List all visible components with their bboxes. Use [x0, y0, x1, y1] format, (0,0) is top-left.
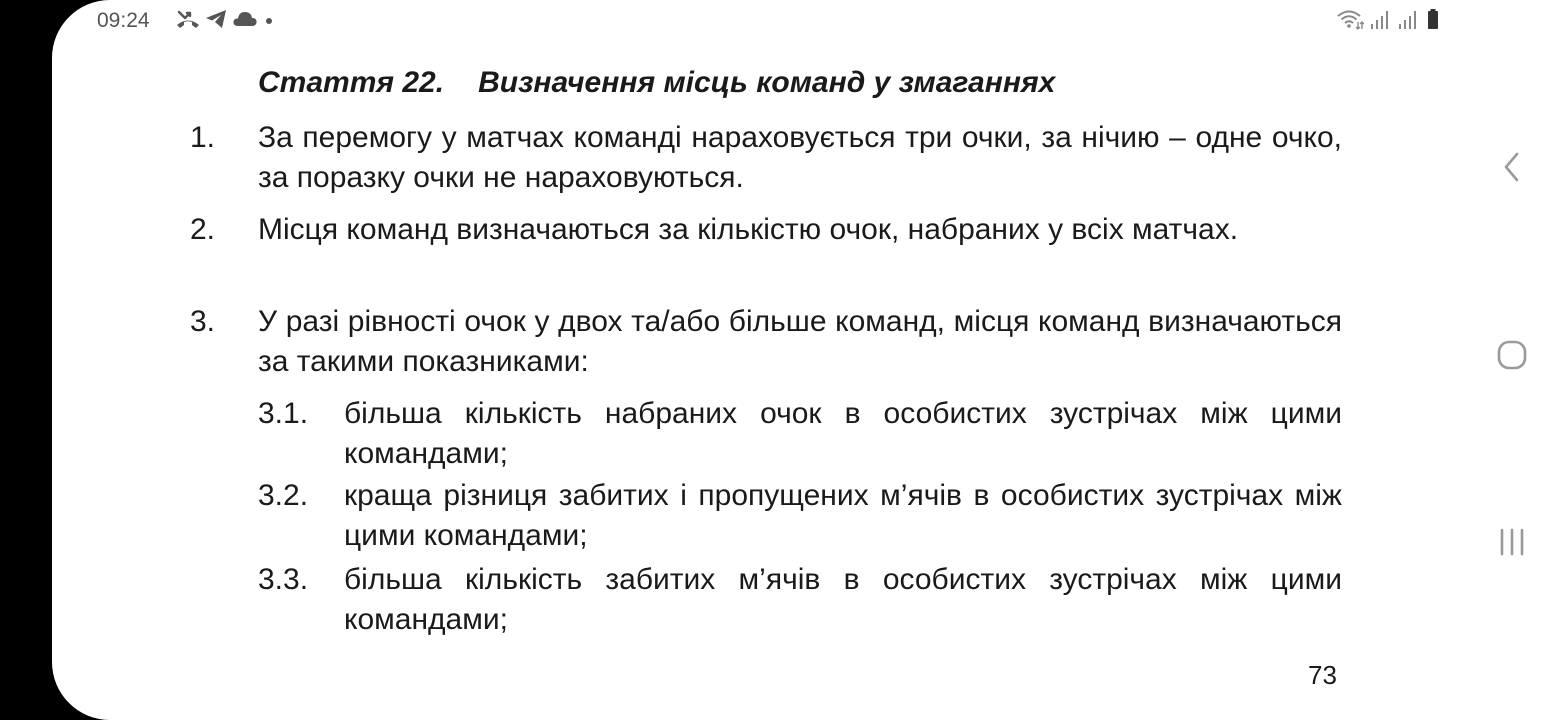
battery-icon — [1426, 8, 1440, 35]
telegram-icon — [204, 8, 228, 35]
list-item-number: 3. — [190, 305, 216, 338]
signal-icon — [1398, 8, 1420, 35]
dot-icon — [262, 8, 276, 35]
recents-button[interactable] — [1482, 514, 1542, 574]
status-time: 09:24 — [97, 9, 150, 32]
article-number: Стаття 22. — [258, 66, 445, 99]
list-item-text: У разі рівності очок у двох та/або більше команд, місця команд визначаються за такими показниками: — [258, 305, 1342, 378]
back-icon — [1502, 151, 1522, 188]
list-item-text: За перемогу у матчах команді нараховується три очки, за нічию – одне очко, за поразку очки не нараховуються. — [258, 121, 1342, 194]
back-button[interactable] — [1482, 139, 1542, 199]
missed-call-icon — [176, 8, 200, 35]
article-heading: Визначення місць команд у змаганнях — [478, 66, 1056, 99]
home-icon — [1496, 339, 1528, 376]
home-button[interactable] — [1482, 327, 1542, 387]
cloud-icon — [232, 8, 258, 35]
sub-list-item-text: більша кількість забитих м’ячів в особистих зустрічах між цими командами; — [344, 563, 1342, 636]
list-item-text: Місця команд визначаються за кількістю очок, набраних у всіх матчах. — [258, 213, 1239, 246]
recents-icon — [1497, 526, 1527, 563]
wifi-icon — [1336, 8, 1364, 35]
signal-icon — [1370, 8, 1392, 35]
sub-list-item-text: більша кількість набраних очок в особистих зустрічах між цими командами; — [344, 397, 1342, 470]
article-title — [258, 66, 1055, 100]
status-icons-left — [176, 8, 276, 34]
document-page — [52, 0, 1560, 720]
sub-list-item-number: 3.1. — [258, 397, 309, 430]
sub-list-item-number: 3.3. — [258, 563, 309, 596]
list-item-number: 1. — [190, 121, 216, 154]
sub-list-item-text: краща різниця забитих і пропущених м’ячів в особистих зустрічах між цими командами; — [344, 479, 1342, 552]
sub-list-item-number: 3.2. — [258, 479, 309, 512]
page-number: 73 — [1308, 660, 1337, 690]
status-icons-right — [1336, 9, 1440, 33]
list-item-number: 2. — [190, 213, 216, 246]
